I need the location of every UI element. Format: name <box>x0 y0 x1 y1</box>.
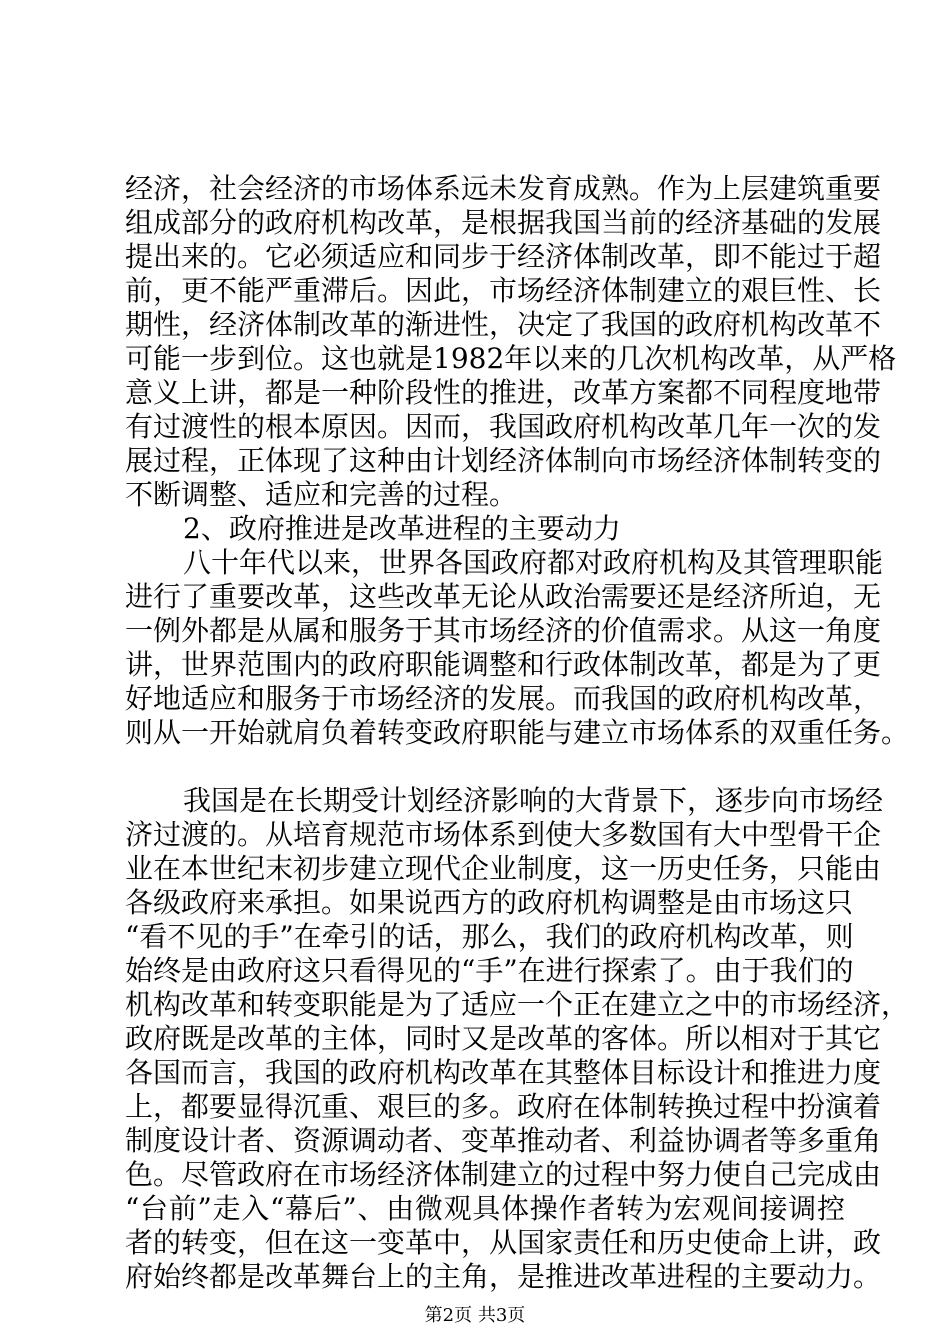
text-line: 各国而言，我国的政府机构改革在其整体目标设计和推进力度 <box>125 1056 882 1089</box>
text-line: 一例外都是从属和服务于其市场经济的价值需求。从这一角度 <box>125 614 882 647</box>
text-line: 始终是由政府这只看得见的“手”在进行探索了。由于我们的 <box>125 954 854 987</box>
text-line: 意义上讲，都是一种阶段性的推进，改革方案都不同程度地带 <box>125 376 882 409</box>
text-line: 期性，经济体制改革的渐进性，决定了我国的政府机构改革不 <box>125 308 882 341</box>
text-line: 制度设计者、资源调动者、变革推动者、利益协调者等多重角 <box>125 1124 882 1157</box>
text-line: 则从一开始就肩负着转变政府职能与建立市场体系的双重任务。 <box>125 716 910 749</box>
text-line: 有过渡性的根本原因。因而，我国政府机构改革几年一次的发 <box>125 410 882 443</box>
text-line: 讲，世界范围内的政府职能调整和行政体制改革，都是为了更 <box>125 648 882 681</box>
text-line: 前，更不能严重滞后。因此，市场经济体制建立的艰巨性、长 <box>125 274 882 307</box>
section-heading: 2、政府推进是改革进程的主要动力 <box>183 512 621 545</box>
text-line: 可能一步到位。这也就是1982年以来的几次机构改革，从严格 <box>125 342 897 375</box>
text-line: 展过程，正体现了这种由计划经济体制向市场经济体制转变的 <box>125 444 882 477</box>
text-line: 经济，社会经济的市场体系远未发育成熟。作为上层建筑重要 <box>125 172 882 205</box>
text-line: 济过渡的。从培育规范市场体系到使大多数国有大中型骨干企 <box>125 818 882 851</box>
text-line: 各级政府来承担。如果说西方的政府机构调整是由市场这只 <box>125 886 854 919</box>
text-line: 色。尽管政府在市场经济体制建立的过程中努力使自己完成由 <box>125 1158 882 1191</box>
text-line: 者的转变，但在这一变革中，从国家责任和历史使命上讲，政 <box>125 1226 882 1259</box>
text-line: 政府既是改革的主体，同时又是改革的客体。所以相对于其它 <box>125 1022 882 1055</box>
text-line: 好地适应和服务于市场经济的发展。而我国的政府机构改革， <box>125 682 882 715</box>
text-line: “台前”走入“幕后”、由微观具体操作者转为宏观间接调控 <box>125 1192 845 1225</box>
text-line: 八十年代以来，世界各国政府都对政府机构及其管理职能 <box>183 546 884 579</box>
text-line: 机构改革和转变职能是为了适应一个正在建立之中的市场经济， <box>125 988 910 1021</box>
text-line: 组成部分的政府机构改革，是根据我国当前的经济基础的发展 <box>125 206 882 239</box>
text-line: 业在本世纪末初步建立现代企业制度，这一历史任务，只能由 <box>125 852 882 885</box>
text-line: 进行了重要改革，这些改革无论从政治需要还是经济所迫，无 <box>125 580 882 613</box>
text-line: 我国是在长期受计划经济影响的大背景下，逐步向市场经 <box>183 784 884 817</box>
text-line: 上，都要显得沉重、艰巨的多。政府在体制转换过程中扮演着 <box>125 1090 882 1123</box>
text-line: “看不见的手”在牵引的话，那么，我们的政府机构改革，则 <box>125 920 854 953</box>
text-line: 府始终都是改革舞台上的主角，是推进改革进程的主要动力。 <box>125 1260 882 1293</box>
page-footer: 第2页 共3页 <box>424 1305 526 1326</box>
text-line: 不断调整、适应和完善的过程。 <box>125 478 518 511</box>
text-line: 提出来的。它必须适应和同步于经济体制改革，即不能过于超 <box>125 240 882 273</box>
